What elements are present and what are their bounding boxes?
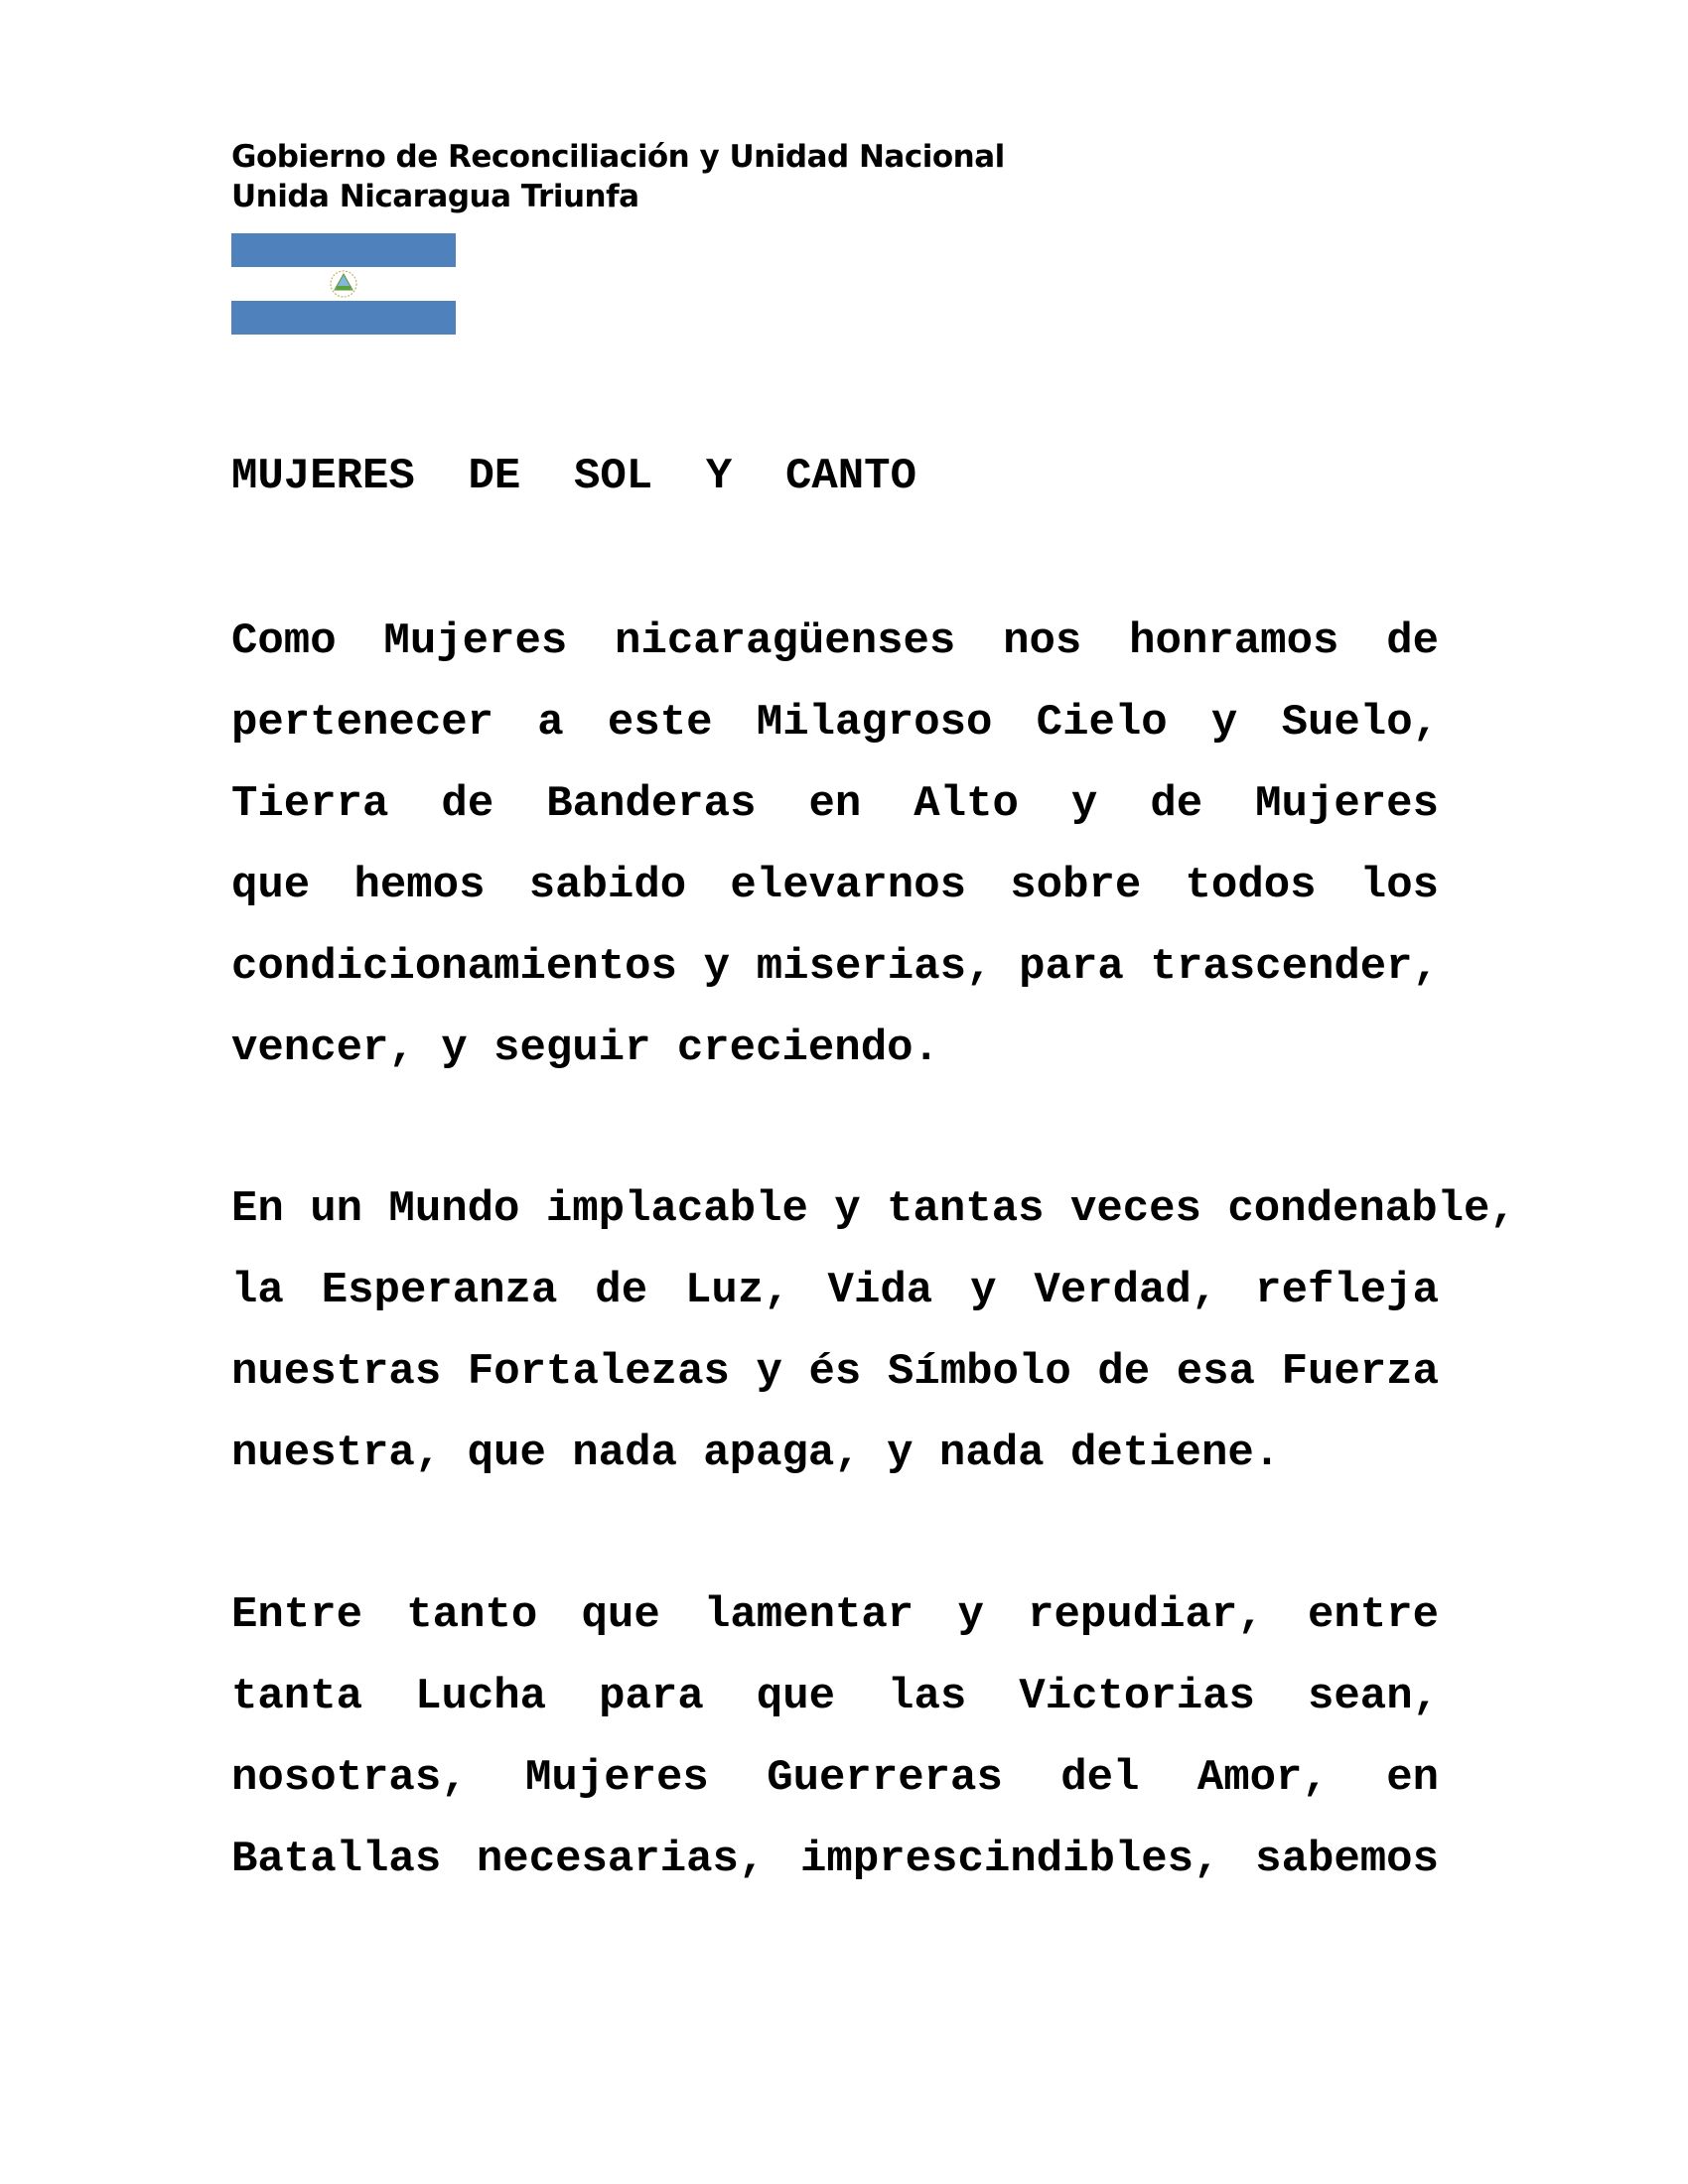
text-line: la Esperanza de Luz, Vida y Verdad, refleja xyxy=(231,1266,1439,1315)
paragraph-3 xyxy=(231,1574,1439,1900)
letterhead-government-name: Gobierno de Reconciliación y Unidad Nacional xyxy=(231,139,1005,175)
text-line: Batallas necesarias, imprescindibles, sabemos xyxy=(231,1835,1439,1884)
text-line: nosotras, Mujeres Guerreras del Amor, en xyxy=(231,1753,1439,1803)
text-line: pertenecer a este Milagroso Cielo y Suelo, xyxy=(231,698,1439,748)
flag-stripe-bottom xyxy=(231,301,456,335)
coat-of-arms-icon xyxy=(329,269,358,299)
text-line: que hemos sabido elevarnos sobre todos los xyxy=(231,861,1439,910)
letterhead xyxy=(231,137,1005,216)
text-line: condicionamientos y miserias, para trascender, xyxy=(231,942,1439,992)
paragraph-1 xyxy=(231,601,1439,1089)
letterhead-slogan: Unida Nicaragua Triunfa xyxy=(231,179,639,214)
text-line: vencer, y seguir creciendo. xyxy=(231,1024,939,1073)
text-line: nuestras Fortalezas y és Símbolo de esa Fuerza xyxy=(231,1347,1439,1397)
text-line: tanta Lucha para que las Victorias sean, xyxy=(231,1672,1439,1721)
paragraph-2 xyxy=(231,1168,1516,1494)
text-line: En un Mundo implacable y tantas veces condenable, xyxy=(231,1184,1516,1234)
text-line: Tierra de Banderas en Alto y de Mujeres xyxy=(231,779,1439,829)
nicaragua-flag xyxy=(231,233,456,335)
text-line: Entre tanto que lamentar y repudiar, entre xyxy=(231,1590,1439,1640)
flag-stripe-top xyxy=(231,233,456,267)
flag-stripe-middle xyxy=(231,267,456,301)
document-title: MUJERES DE SOL Y CANTO xyxy=(231,452,916,501)
text-line: Como Mujeres nicaragüenses nos honramos de xyxy=(231,616,1439,666)
text-line: nuestra, que nada apaga, y nada detiene. xyxy=(231,1429,1281,1478)
